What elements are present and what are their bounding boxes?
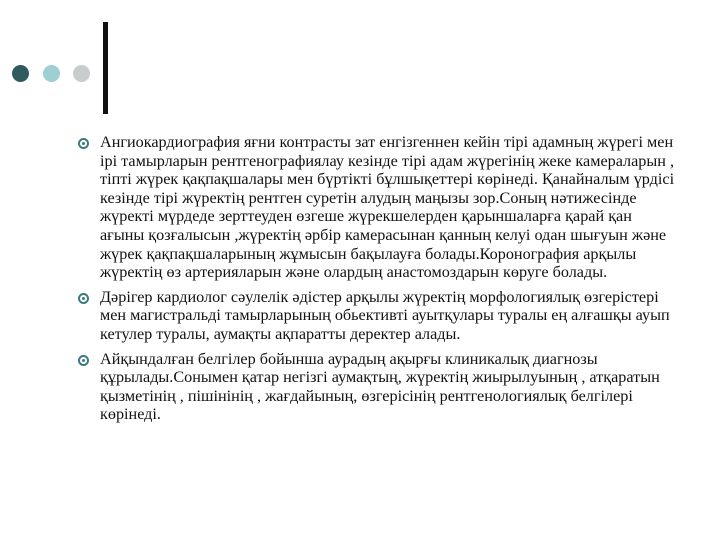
bullet-paragraph [78,133,678,282]
paragraph-text: Айқындалған белгілер бойынша аурадың ақырғы клиникалық диагнозы құрылады.Сонымен қатар негізгі аумақтың, жүректің жиырылуының , атқаратын қызметінің , пішінінің , жағдайының, өзгерісінің рентгенологиялық белгілері көрінеді. [100,349,660,424]
decor-dot-light [43,65,60,82]
bullet-circle-icon [78,355,89,366]
bullet-circle-icon [78,138,89,149]
paragraph-text: Ангиокардиография яғни контрасты зат енгізгеннен кейін тірі адамның жүрегі мен ірі тамырларын рентгенографиялау кезінде тірі адам жүрегінің жеке камераларын , тіпті жүрек қақпақшалары мен бүртікті бұлшықеттері көрінеді. Қанайналым үрдісі кезінде тірі жүректің рентген суретін алудың маңызы зор.Соның нәтижесінде жүректі мүрдеде зерттеуден өзгеше жүрекшелерден қарыншаларға қарай қан ағыны қозғалысын ,жүректің әрбір камерасынан қанның келуі одан шығуын және жүрек қақпақшаларының жұмысын бақылауға болады.Коронография арқылы жүректің өз артерияларын және олардың анастомоздарын көруге болады. [100,133,675,282]
bullet-paragraph [78,288,678,344]
slide-body [78,133,678,430]
paragraph-text: Дәрігер кардиолог сәулелік әдістер арқылы жүректің морфологиялық өзгерістері мен магистральді тамырларының обьективті ауытқулары туралы ең алғашқы ауып кетулер туралы, аумақты ақпаратты деректер алады. [100,287,670,343]
decor-dot-gray [73,65,90,82]
decor-dot-dark [12,65,29,82]
vertical-divider [103,22,108,114]
bullet-paragraph [78,350,678,424]
bullet-circle-icon [78,293,89,304]
